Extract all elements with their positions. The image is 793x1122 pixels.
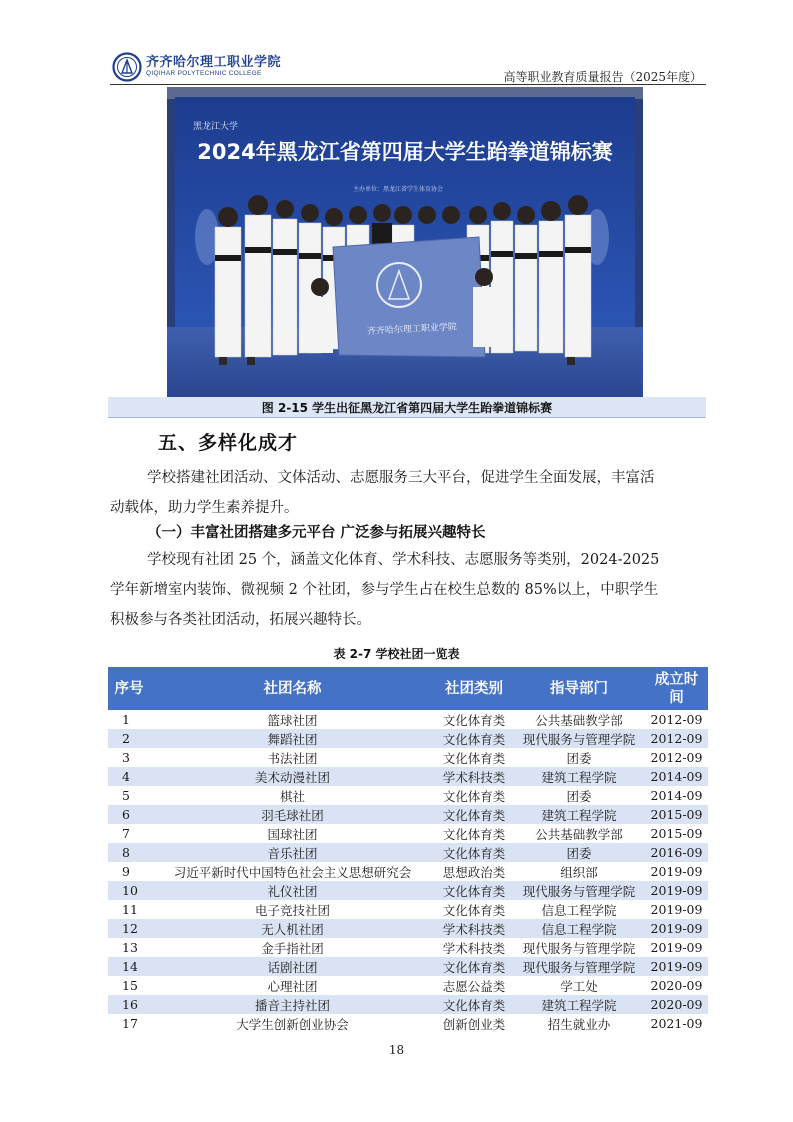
- cell-club-type: 文化体育类: [435, 957, 513, 976]
- cell-club-type: 文化体育类: [435, 805, 513, 824]
- figure-caption: 图 2-15 学生出征黑龙江省第四届大学生跆拳道锦标赛: [261, 401, 553, 415]
- page-header: [110, 50, 706, 86]
- cell-club-name: 美术动漫社团: [150, 767, 435, 786]
- cell-department: 现代服务与管理学院: [513, 957, 645, 976]
- figure-caption-bar: [108, 397, 706, 418]
- clubs-paragraph: [110, 545, 706, 635]
- cell-club-type: 文化体育类: [435, 843, 513, 862]
- cell-club-type: 学术科技类: [435, 938, 513, 957]
- cell-club-name: 播音主持社团: [150, 995, 435, 1014]
- cell-club-type: 文化体育类: [435, 710, 513, 729]
- cell-department: 现代服务与管理学院: [513, 881, 645, 900]
- cell-club-name: 金手指社团: [150, 938, 435, 957]
- college-flag: [333, 237, 485, 357]
- cell-serial: 9: [108, 862, 150, 881]
- clubs-line-2: 学年新增室内装饰、微视频 2 个社团，参与学生占在校生总数的 85%以上，中职学生: [110, 582, 659, 598]
- table-row: [108, 881, 708, 900]
- cell-club-type: 文化体育类: [435, 881, 513, 900]
- cell-founded: 2019-09: [645, 919, 708, 938]
- table-row: [108, 786, 708, 805]
- cell-department: 信息工程学院: [513, 900, 645, 919]
- cell-club-name: 音乐社团: [150, 843, 435, 862]
- cell-department: 建筑工程学院: [513, 767, 645, 786]
- table-row: [108, 824, 708, 843]
- cell-serial: 6: [108, 805, 150, 824]
- section-heading: 五、多样化成才: [158, 432, 299, 454]
- cell-founded: 2019-09: [645, 957, 708, 976]
- table-row: [108, 976, 708, 995]
- table-row: [108, 729, 708, 748]
- cell-serial: 13: [108, 938, 150, 957]
- cell-serial: 2: [108, 729, 150, 748]
- sub-heading: （一）丰富社团搭建多元平台 广泛参与拓展兴趣特长: [147, 525, 486, 541]
- header-founded: 成立时间: [645, 667, 708, 710]
- cell-founded: 2020-09: [645, 995, 708, 1014]
- cell-club-name: 棋社: [150, 786, 435, 805]
- banner-subtitle: 主办单位：黑龙江省学生体育协会: [353, 186, 444, 193]
- cell-club-type: 志愿公益类: [435, 976, 513, 995]
- cell-club-type: 文化体育类: [435, 995, 513, 1014]
- intro-line-1: 学校搭建社团活动、文体活动、志愿服务三大平台，促进学生全面发展，丰富活: [147, 470, 655, 486]
- logo-english-name: QIQIHAR POLYTECHNIC COLLEGE: [146, 70, 262, 78]
- table-row: [108, 748, 708, 767]
- cell-founded: 2012-09: [645, 710, 708, 729]
- table-row: [108, 1014, 708, 1033]
- cell-serial: 8: [108, 843, 150, 862]
- table-header-row: [108, 667, 708, 710]
- table-row: [108, 919, 708, 938]
- cell-club-name: 羽毛球社团: [150, 805, 435, 824]
- table-body: [108, 710, 708, 1033]
- cell-club-name: 篮球社团: [150, 710, 435, 729]
- cell-serial: 10: [108, 881, 150, 900]
- cell-founded: 2015-09: [645, 824, 708, 843]
- cell-club-name: 无人机社团: [150, 919, 435, 938]
- cell-club-type: 思想政治类: [435, 862, 513, 881]
- header-serial: 序号: [108, 667, 150, 710]
- header-club-name: 社团名称: [150, 667, 435, 710]
- cell-department: 团委: [513, 786, 645, 805]
- team-photo: [167, 87, 643, 397]
- intro-paragraph: [110, 463, 706, 523]
- cell-club-name: 习近平新时代中国特色社会主义思想研究会: [150, 862, 435, 881]
- table-row: [108, 995, 708, 1014]
- table-row: [108, 805, 708, 824]
- cell-founded: 2019-09: [645, 881, 708, 900]
- flag-text: 齐齐哈尔理工职业学院: [366, 322, 458, 338]
- cell-club-type: 文化体育类: [435, 786, 513, 805]
- cell-serial: 1: [108, 710, 150, 729]
- cell-club-type: 文化体育类: [435, 748, 513, 767]
- cell-department: 建筑工程学院: [513, 995, 645, 1014]
- table-row: [108, 900, 708, 919]
- cell-serial: 5: [108, 786, 150, 805]
- cell-founded: 2016-09: [645, 843, 708, 862]
- cell-club-type: 创新创业类: [435, 1014, 513, 1033]
- banner-title: 2024年黑龙江省第四届大学生跆拳道锦标赛: [197, 140, 613, 164]
- cell-department: 学工处: [513, 976, 645, 995]
- cell-club-name: 电子竞技社团: [150, 900, 435, 919]
- cell-founded: 2020-09: [645, 976, 708, 995]
- table-row: [108, 957, 708, 976]
- page-number: 18: [388, 1043, 405, 1057]
- intro-line-2: 动载体，助力学生素养提升。: [110, 500, 299, 516]
- college-logo: [112, 52, 281, 82]
- cell-department: 组织部: [513, 862, 645, 881]
- cell-serial: 16: [108, 995, 150, 1014]
- cell-department: 现代服务与管理学院: [513, 938, 645, 957]
- cell-serial: 15: [108, 976, 150, 995]
- report-title: 高等职业教育质量报告（2025年度）: [503, 70, 702, 84]
- cell-serial: 3: [108, 748, 150, 767]
- cell-club-type: 学术科技类: [435, 919, 513, 938]
- table-row: [108, 843, 708, 862]
- cell-department: 信息工程学院: [513, 919, 645, 938]
- cell-founded: 2012-09: [645, 748, 708, 767]
- cell-founded: 2012-09: [645, 729, 708, 748]
- cell-founded: 2021-09: [645, 1014, 708, 1033]
- clubs-line-1: 学校现有社团 25 个，涵盖文化体育、学术科技、志愿服务等类别，2024-2025: [147, 552, 660, 568]
- cell-serial: 17: [108, 1014, 150, 1033]
- table-row: [108, 862, 708, 881]
- cell-department: 团委: [513, 843, 645, 862]
- table-row: [108, 710, 708, 729]
- table-caption: 表 2-7 学校社团一览表: [333, 647, 460, 661]
- cell-serial: 12: [108, 919, 150, 938]
- cell-club-name: 礼仪社团: [150, 881, 435, 900]
- university-logo-text: 黑龙江大学: [193, 122, 239, 132]
- cell-club-type: 学术科技类: [435, 767, 513, 786]
- cell-founded: 2015-09: [645, 805, 708, 824]
- cell-department: 现代服务与管理学院: [513, 729, 645, 748]
- cell-serial: 4: [108, 767, 150, 786]
- cell-club-type: 文化体育类: [435, 729, 513, 748]
- cell-founded: 2019-09: [645, 900, 708, 919]
- cell-department: 建筑工程学院: [513, 805, 645, 824]
- cell-serial: 11: [108, 900, 150, 919]
- header-divider: [110, 84, 706, 85]
- cell-club-type: 文化体育类: [435, 824, 513, 843]
- cell-serial: 7: [108, 824, 150, 843]
- college-emblem-icon: [112, 52, 142, 82]
- table-row: [108, 938, 708, 957]
- clubs-line-3: 积极参与各类社团活动，拓展兴趣特长。: [110, 612, 371, 628]
- team-photo-illustration: [167, 87, 643, 397]
- cell-founded: 2019-09: [645, 862, 708, 881]
- cell-founded: 2014-09: [645, 786, 708, 805]
- header-department: 指导部门: [513, 667, 645, 710]
- cell-department: 招生就业办: [513, 1014, 645, 1033]
- cell-club-type: 文化体育类: [435, 900, 513, 919]
- cell-founded: 2014-09: [645, 767, 708, 786]
- cell-club-name: 舞蹈社团: [150, 729, 435, 748]
- cell-department: 公共基础教学部: [513, 824, 645, 843]
- logo-chinese-name: 齐齐哈尔理工职业学院: [146, 55, 282, 71]
- cell-club-name: 大学生创新创业协会: [150, 1014, 435, 1033]
- cell-department: 团委: [513, 748, 645, 767]
- cell-club-name: 国球社团: [150, 824, 435, 843]
- header-club-type: 社团类别: [435, 667, 513, 710]
- cell-founded: 2019-09: [645, 938, 708, 957]
- cell-department: 公共基础教学部: [513, 710, 645, 729]
- cell-club-name: 话剧社团: [150, 957, 435, 976]
- table-row: [108, 767, 708, 786]
- cell-club-name: 心理社团: [150, 976, 435, 995]
- cell-club-name: 书法社团: [150, 748, 435, 767]
- cell-serial: 14: [108, 957, 150, 976]
- clubs-table: [108, 667, 708, 1033]
